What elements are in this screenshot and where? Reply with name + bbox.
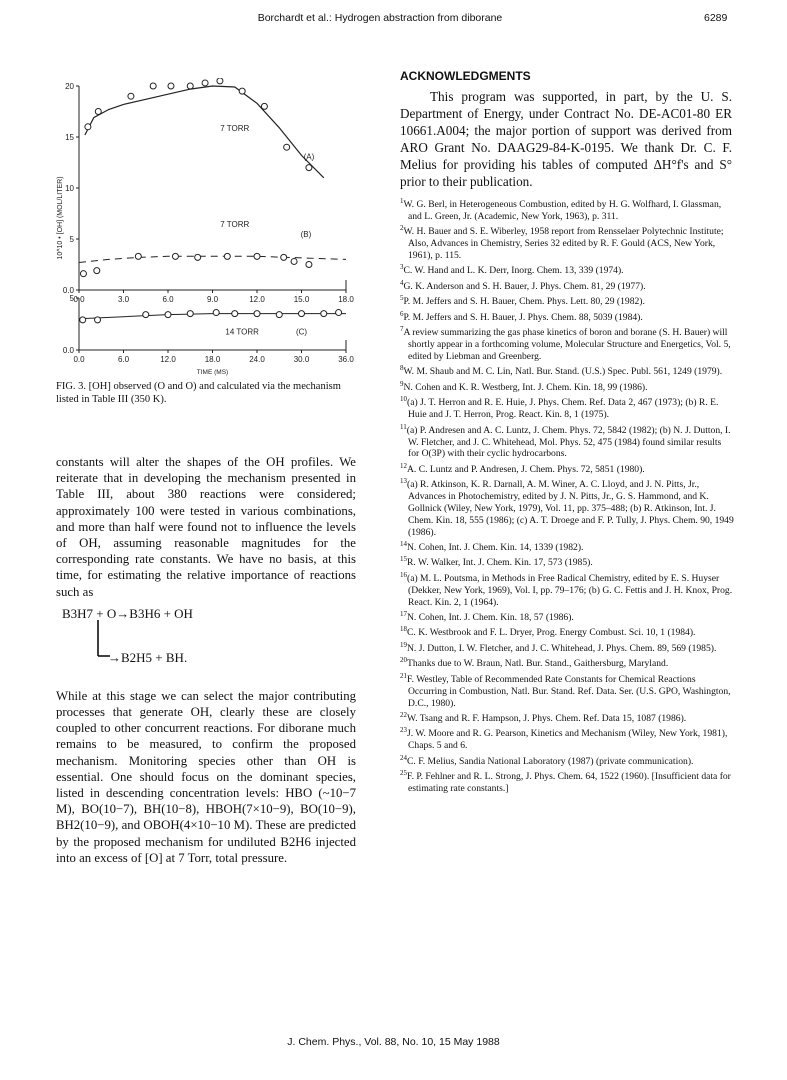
series-b-point — [135, 253, 141, 259]
lower-x-tick-label: 6.0 — [117, 355, 130, 364]
series-c-point — [232, 311, 238, 317]
x-axis-label: TIME (MS) — [196, 369, 229, 376]
series-a-point — [261, 103, 267, 109]
panel-a-annotation: 7 TORR — [220, 123, 250, 133]
reference-number: 16 — [400, 570, 407, 579]
series-b-point — [224, 253, 230, 259]
series-a-point — [95, 109, 101, 115]
series-c-point — [143, 312, 149, 318]
series-c-point — [276, 312, 282, 318]
series-b-point — [94, 268, 100, 274]
reference-text: W. H. Bauer and S. E. Wiberley, 1958 report from Rensselaer Polytechnic Institute; Also, Advances in Chemistry, Series 32 edited by R. F. Gould (ACS, New York, 1961), p. 115. — [403, 226, 724, 262]
reference-item — [400, 768, 734, 795]
reference-number: 4 — [400, 278, 404, 287]
series-a-calculated-line — [85, 86, 324, 178]
upper-x-tick-label: 9.0 — [206, 295, 219, 304]
series-a-point — [217, 78, 223, 84]
page-number: 6289 — [704, 12, 728, 24]
series-b-calculated-line — [79, 256, 346, 262]
reference-list — [400, 196, 734, 795]
upper-y-tick-label: 10 — [65, 184, 74, 193]
reference-text: R. W. Walker, Int. J. Chem. Kin. 17, 573 (1985). — [407, 557, 593, 569]
lower-x-tick-label: 30.0 — [293, 355, 310, 364]
panel-a-label: (A) — [303, 152, 315, 162]
series-c-point — [336, 310, 342, 316]
series-c-point — [95, 317, 101, 323]
reference-text: P. M. Jeffers and S. H. Bauer, J. Phys. Chem. 88, 5039 (1984). — [403, 312, 643, 323]
series-a-point — [168, 83, 174, 89]
reference-item — [400, 278, 734, 293]
reference-item — [400, 196, 734, 223]
reference-item — [400, 379, 734, 394]
figure-caption: FIG. 3. [OH] observed (O and O) and calculated via the mechanism listed in Table III (350 K). — [56, 381, 341, 405]
reference-number: 24 — [400, 753, 407, 762]
reference-number: 18 — [400, 625, 407, 634]
panel-b-annotation: 7 TORR — [220, 219, 250, 229]
reference-number: 21 — [400, 671, 407, 680]
reference-number: 11 — [400, 422, 407, 431]
reaction-scheme — [56, 606, 356, 684]
upper-y-tick-label: 5 — [69, 235, 74, 244]
upper-x-tick-label: 3.0 — [117, 295, 130, 304]
reference-text: C. F. Melius, Sandia National Laboratory (1987) (private communication). — [407, 755, 694, 767]
reference-item — [400, 710, 734, 725]
series-c-point — [254, 311, 260, 317]
reference-text: (a) M. L. Poutsma, in Methods in Free Radical Chemistry, edited by E. S. Huyser (Dekker, New York, 1969), Vol. I, pp. 79–176; (b) G. C. Fettis and J. H. Knox, Prog. React. Kin. 2, 1 (1964). — [407, 573, 733, 608]
reference-item — [400, 539, 734, 554]
upper-x-tick-label: 18.0 — [338, 295, 354, 304]
reference-number: 2 — [400, 224, 404, 233]
reference-text: F. P. Fehlner and R. L. Strong, J. Phys. Chem. 64, 1522 (1960). [Insufficient data for estimating rate constants.] — [407, 771, 731, 795]
reference-text: (a) R. Atkinson, K. R. Darnall, A. M. Winer, A. C. Lloyd, and J. N. Pitts, Jr., Advances in Photochemistry, edited by J. N. Pitts, Jr., G. S. Hammond, and K. Gollnick (Wiley, New York, 1979), Vol. 11, pp. 375–488; (b) R. Atkinson, Int. J. Chem. Kin. 18, 555 (1986); (c) A. T. Droege and F. P. Tully, J. Phys. Chem. 90, 1949 (1986). — [407, 479, 734, 538]
y-axis-label: 10^10 • [OH] (MOL/LITER) — [57, 176, 64, 260]
series-a-point — [150, 83, 156, 89]
reference-text: W. M. Shaub and M. C. Lin, Natl. Bur. Stand. (U.S.) Spec. Publ. 561, 1249 (1979). — [403, 366, 723, 378]
reference-number: 15 — [400, 555, 407, 564]
reference-text: C. W. Hand and L. K. Derr, Inorg. Chem. 13, 339 (1974). — [403, 265, 624, 277]
upper-x-tick-label: 0.0 — [73, 295, 85, 304]
series-b-point — [291, 258, 297, 264]
panel-c-label: (C) — [295, 327, 308, 337]
reference-text: (a) P. Andresen and A. C. Luntz, J. Chem. Phys. 72, 5842 (1982); (b) N. J. Dutton, I. W. Fletcher, and J. C. Whitehead, Mol. Phys. 52, 475 (1984) found similar results for O(3P) with their cyclic hydrocarbons. — [406, 424, 731, 460]
upper-y-tick-label: 20 — [65, 82, 74, 91]
panel-b-label: (B) — [300, 229, 312, 239]
reference-item — [400, 655, 734, 670]
reference-text: P. M. Jeffers and S. H. Bauer, Chem. Phys. Lett. 80, 29 (1982). — [403, 296, 645, 308]
lower-x-tick-label: 18.0 — [204, 355, 221, 364]
reference-number: 17 — [400, 609, 407, 618]
reference-item — [400, 609, 734, 624]
series-b-point — [254, 253, 260, 259]
reference-text: N. J. Dutton, I. W. Fletcher, and J. C. Whitehead, J. Phys. Chem. 89, 569 (1985). — [407, 643, 717, 655]
reaction-line-1: B3H7 + O→B3H6 + OH — [62, 605, 193, 621]
series-c-point — [213, 310, 219, 316]
reference-number: 23 — [400, 726, 407, 735]
reference-text: N. Cohen, Int. J. Chem. Kin. 14, 1339 (1982). — [407, 542, 584, 554]
reference-text: W. G. Berl, in Heterogeneous Combustion, edited by H. G. Wolfhard, I. Glassman, and L. Green, Jr. (Academic, New York, 1963), p. 311. — [403, 199, 722, 222]
series-c-calculated-line — [79, 314, 346, 319]
reference-item — [400, 624, 734, 639]
upper-x-tick-label: 12.0 — [249, 295, 265, 304]
reference-number: 19 — [400, 640, 407, 649]
reference-text: Thanks due to W. Braun, Natl. Bur. Stand., Gaithersburg, Maryland. — [407, 658, 669, 670]
figure-3-chart — [54, 78, 354, 378]
acknowledgments-text: This program was supported, in part, by the U. S. Department of Energy, under Contract No. DE-AC01-80 ER 10661.A004; the major portion of support was derived from ARO Grant No. DAAG29-84-K-0195. We thank Dr. C. F. Melius for providing his tables of computed ΔH°f's and S° prior to their publication. — [400, 89, 732, 189]
reference-text: W. Tsang and R. F. Hampson, J. Phys. Chem. Ref. Data 15, 1087 (1986). — [407, 713, 687, 725]
reference-text: (a) J. T. Herron and R. E. Huie, J. Phys. Chem. Ref. Data 2, 467 (1973); (b) R. E. Huie and J. T. Herron, Prog. React. Kin. 8, 1 (1975). — [407, 397, 719, 421]
reference-item — [400, 753, 734, 768]
upper-y-tick-label: 15 — [65, 133, 74, 142]
series-a-point — [128, 93, 134, 99]
upper-x-tick-label: 15.0 — [293, 295, 310, 304]
upper-x-tick-label: 6.0 — [162, 295, 174, 304]
reference-number: 1 — [400, 197, 404, 205]
series-b-point — [195, 254, 201, 260]
reference-item — [400, 725, 734, 752]
lower-x-tick-label: 24.0 — [249, 355, 265, 364]
series-c-point — [299, 311, 305, 317]
series-c-point — [80, 317, 86, 323]
reference-number: 10 — [400, 395, 407, 404]
series-b-point — [281, 254, 287, 260]
lower-x-tick-label: 12.0 — [160, 355, 176, 364]
paragraph-2: While at this stage we can select the major contributing processes that generate OH, clearly these are closely coupled to other concurrent reactions. For diborane much remains to be measured, to confirm the proposed mechanism. Monitoring species other than OH is essential. One should focus on the dominant species, listed in descending concentration levels: HBO (~10−7 M), BO(10−7), BH(10−8), HBOH(7×10−9), BO(10−9), BH2(10−9), and OBOH(4×10−10 M). These are predicted by the proposed mechanism for undiluted B2H6 injected into an excess of [O] at 7 Torr, total pressure. — [56, 688, 356, 865]
reference-text: G. K. Anderson and S. H. Bauer, J. Phys. Chem. 81, 29 (1977). — [403, 281, 646, 293]
series-b-point — [306, 262, 312, 268]
series-b-point — [80, 271, 86, 277]
reference-number: 22 — [400, 710, 407, 719]
reference-number: 9 — [400, 379, 404, 388]
reference-item — [400, 394, 734, 421]
reference-item — [400, 476, 734, 538]
lower-x-tick-label: 0.0 — [73, 355, 85, 364]
reference-number: 20 — [400, 656, 407, 665]
reaction-line-2: →B2H5 + BH. — [108, 649, 188, 665]
reference-item — [400, 640, 734, 655]
reference-item — [400, 671, 734, 710]
series-b-point — [172, 253, 178, 259]
upper-y-tick-label: 0.0 — [62, 286, 74, 295]
journal-footer: J. Chem. Phys., Vol. 88, No. 10, 15 May 1988 — [287, 1036, 500, 1048]
reference-number: 3 — [400, 263, 404, 272]
acknowledgments-heading: ACKNOWLEDGMENTS — [400, 69, 531, 83]
panel-c-annotation: 14 TORR — [225, 327, 259, 337]
series-c-point — [187, 311, 193, 317]
reference-item — [400, 324, 734, 363]
reference-text: A review summarizing the gas phase kinetics of boron and borane (S. H. Bauer) will shortly appear in a forthcoming volume, Molecular Structure and Energetics, Vol. 5, edited by Liebman and Greenberg. — [403, 327, 731, 363]
lower-x-tick-label: 36.0 — [338, 355, 354, 364]
reference-number: 12 — [400, 461, 407, 470]
reference-text: N. Cohen, Int. J. Chem. Kin. 18, 57 (1986). — [407, 612, 574, 624]
running-title: Borchardt et al.: Hydrogen abstraction from diborane — [257, 12, 503, 24]
series-a-point — [239, 88, 245, 94]
reference-item — [400, 293, 734, 308]
series-a-point — [187, 83, 193, 89]
reference-text: N. Cohen and K. R. Westberg, Int. J. Chem. Kin. 18, 99 (1986). — [403, 382, 648, 394]
paragraph-1: constants will alter the shapes of the OH profiles. We reiterate that in developing the mechanism presented in Table III, about 380 reactions were considered; approximately 100 were tested in various combinations, and more than half were found not to influence the levels of OH, assuming reasonable magnitudes for the corresponding rate constants. We have no basis, at this time, for estimating the relative importance of reactions such as — [56, 455, 356, 599]
reference-number: 6 — [400, 309, 404, 318]
reference-number: 7 — [400, 325, 404, 334]
series-a-point — [306, 165, 312, 171]
reference-text: A. C. Luntz and P. Andresen, J. Chem. Phys. 72, 5851 (1980). — [407, 463, 645, 475]
reference-number: 25 — [400, 769, 407, 778]
lower-y-tick-label: 0.0 — [62, 346, 74, 355]
reference-text: C. K. Westbrook and F. L. Dryer, Prog. Energy Combust. Sci. 10, 1 (1984). — [407, 627, 696, 639]
reference-text: J. W. Moore and R. G. Pearson, Kinetics and Mechanism (Wiley, New York, 1981), Chaps. 5 and 6. — [407, 728, 728, 752]
series-c-point — [165, 312, 171, 318]
reference-item — [400, 363, 734, 378]
reference-number: 13 — [400, 477, 407, 486]
reference-item — [400, 554, 734, 569]
reference-number: 8 — [400, 364, 404, 373]
reference-number: 14 — [400, 539, 407, 548]
reference-number: 5 — [400, 294, 404, 303]
series-c-point — [321, 311, 327, 317]
reference-item — [400, 223, 734, 262]
series-a-point — [284, 144, 290, 150]
series-a-point — [85, 124, 91, 130]
reference-text: F. Westley, Table of Recommended Rate Constants for Chemical Reactions Occurring in Combustion, Natl. Bur. Stand. Ref. Data. Ser. (U.S. GPO, Washington, D.C., 1980). — [407, 674, 731, 709]
reference-item — [400, 262, 734, 277]
series-a-point — [202, 80, 208, 86]
reference-item — [400, 461, 734, 476]
left-column-text — [56, 454, 356, 866]
reference-item — [400, 570, 734, 609]
reference-item — [400, 422, 734, 461]
reference-item — [400, 309, 734, 324]
lower-y-tick-label: 5 — [69, 294, 74, 303]
